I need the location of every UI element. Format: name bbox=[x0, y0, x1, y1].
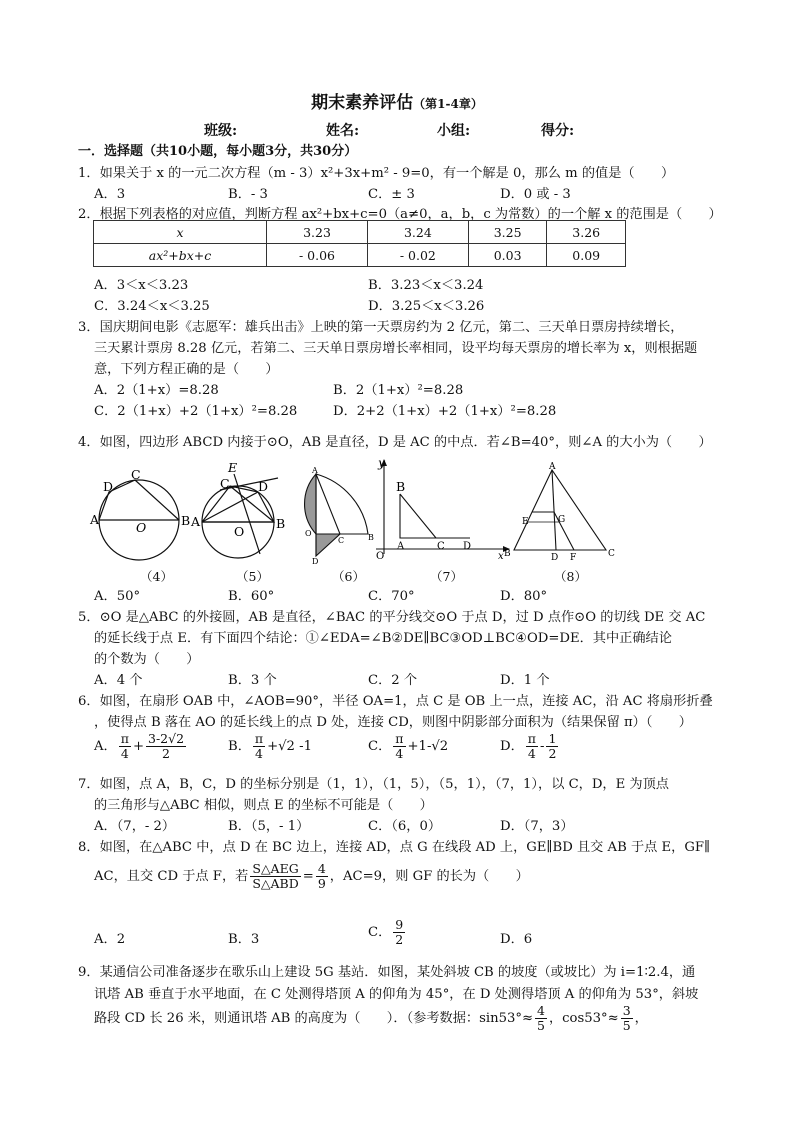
q3-line-2: 三天累计票房 8.28 亿元，若第二、三天单日票房增长率相同，设平均每天票房的增长率为 x，则根据题 bbox=[94, 341, 698, 356]
f5-label-b: B bbox=[276, 516, 286, 531]
f6-label-b: B bbox=[368, 533, 374, 542]
fraction bbox=[146, 732, 186, 761]
q3-option-c: C．2（1+x）+2（1+x）²=8.28 bbox=[94, 404, 298, 419]
q8-line-2-post: ，AC=9，则 GF 的长为（ ） bbox=[329, 868, 529, 884]
q7-option-b: B．（5，- 1） bbox=[228, 819, 310, 834]
q3-option-b: B．2（1+x）²=8.28 bbox=[333, 383, 464, 398]
q3-line-1: 3．国庆期间电影《志愿军：雄兵出击》上映的第一天票房约为 2 亿元，第二、三天单日票房持续增长， bbox=[78, 320, 684, 335]
table-row bbox=[94, 244, 626, 267]
table-cell: - 0.06 bbox=[267, 244, 368, 267]
q7-option-c: C．（6，0） bbox=[368, 819, 442, 834]
q6-option-a bbox=[94, 732, 188, 761]
q4-option-d: D．80° bbox=[500, 589, 548, 604]
f7-label-d: D bbox=[463, 541, 472, 552]
numerator: π bbox=[395, 731, 404, 746]
q5-option-c: C．2 个 bbox=[368, 673, 418, 688]
f6-label-d: D bbox=[312, 557, 319, 566]
table-cell: 3.25 bbox=[468, 221, 547, 244]
title-main: 期末素养评估 bbox=[311, 93, 414, 113]
f4-label-a: A bbox=[90, 512, 100, 527]
q5-line-2: 的延长线于点 E．有下面四个结论：①∠EDA=∠B②DE∥BC③OD⊥BC④OD=DE．其中正确结论 bbox=[94, 631, 672, 646]
q6-c-rest: +1-√2 bbox=[407, 738, 449, 754]
fraction bbox=[393, 918, 405, 947]
figure-5 bbox=[190, 462, 300, 566]
q2-option-d: D．3.25＜x＜3.26 bbox=[368, 299, 485, 314]
figure-4 bbox=[90, 467, 192, 566]
q4-stem: 4．如图，四边形 ABCD 内接于⊙O，AB 是直径，D 是 AC 的中点．若∠B=40°，则∠A 的大小为（ ） bbox=[78, 435, 712, 450]
q9-line-1: 9．某通信公司准备逐步在歌乐山上建设 5G 基站．如图，某处斜坡 CB 的坡度（或坡比）为 i=1∶2.4，通 bbox=[78, 965, 696, 980]
q8-option-b: B．3 bbox=[228, 932, 260, 947]
table-row bbox=[94, 221, 626, 244]
fraction bbox=[253, 732, 265, 761]
q1-option-c: C．± 3 bbox=[368, 187, 415, 202]
denominator: S△ABD bbox=[252, 875, 299, 891]
q8-c-label: C． bbox=[368, 924, 392, 940]
f4-label-o: O bbox=[136, 520, 147, 535]
q1-option-a: A．3 bbox=[94, 187, 126, 202]
denominator: 4 bbox=[120, 745, 129, 761]
table-cell: 0.09 bbox=[547, 244, 626, 267]
denominator: 4 bbox=[527, 745, 536, 761]
f8-label-g: G bbox=[558, 515, 566, 525]
table-cell: 3.24 bbox=[367, 221, 468, 244]
f7-label-c: C bbox=[437, 541, 445, 552]
fraction bbox=[621, 1004, 633, 1033]
q1-option-d: D．0 或 - 3 bbox=[500, 187, 571, 202]
f4-label-c: C bbox=[131, 467, 141, 482]
q9-line-3 bbox=[94, 1004, 648, 1033]
f8-label-b: B bbox=[504, 549, 511, 559]
caption-5: （5） bbox=[236, 569, 269, 584]
table-cell: 3.23 bbox=[267, 221, 368, 244]
q6-c-label: C． bbox=[368, 738, 392, 754]
fraction bbox=[526, 732, 538, 761]
q7-line-1: 7．如图，点 A，B，C，D 的坐标分别是（1，1），（1，5），（5，1），（7，1），以 C，D，E 为顶点 bbox=[78, 777, 669, 792]
denominator: 2 bbox=[548, 745, 557, 761]
q2-stem: 2．根据下列表格的对应值，判断方程 ax²+bx+c=0（a≠0，a，b，c 为常数）的一个解 x 的范围是（ ） bbox=[78, 207, 722, 222]
f7-label-o: O bbox=[376, 551, 385, 562]
caption-8: （8） bbox=[554, 569, 587, 584]
numerator: S△AEG bbox=[250, 862, 300, 877]
denominator: 5 bbox=[537, 1017, 545, 1033]
numerator: 3-2√2 bbox=[148, 731, 185, 746]
f5-label-a: A bbox=[191, 514, 201, 529]
q4-option-a: A．50° bbox=[94, 589, 141, 604]
f7-label-x: x bbox=[498, 551, 504, 562]
q6-d-minus: - bbox=[539, 738, 545, 754]
q5-line-1: 5．⊙O 是△ABC 的外接圆，AB 是直径，∠BAC 的平分线交⊙O 于点 D，过 D 点作⊙O 的切线 DE 交 AC bbox=[78, 610, 706, 625]
q8-line-2 bbox=[94, 862, 529, 891]
numerator: 4 bbox=[317, 861, 326, 876]
q4-option-c: C．70° bbox=[368, 589, 415, 604]
f7-label-y: y bbox=[378, 455, 386, 470]
denominator: 5 bbox=[622, 1017, 631, 1033]
numerator: 1 bbox=[548, 731, 557, 746]
f4-label-b: B bbox=[181, 513, 191, 528]
f5-label-c: C bbox=[220, 476, 230, 491]
group-label: 小组: bbox=[437, 123, 471, 139]
q8-option-c bbox=[368, 918, 407, 947]
numerator: π bbox=[527, 731, 536, 746]
q8-option-a: A．2 bbox=[94, 932, 126, 947]
section-heading: 一．选择题（共10小题，每小题3分，共30分） bbox=[78, 144, 358, 159]
f8-label-a: A bbox=[549, 462, 556, 472]
q9-line-3-pre: 路段 CD 长 26 米，则通讯塔 AB 的高度为（ ）．（参考数据：sin53°≈ bbox=[94, 1010, 534, 1026]
q2-option-b: B．3.23＜x＜3.24 bbox=[368, 278, 484, 293]
f8-label-f: F bbox=[570, 553, 577, 563]
page-title bbox=[0, 88, 794, 113]
name-label: 姓名: bbox=[326, 123, 360, 139]
value-table bbox=[93, 220, 626, 267]
q3-option-d: D．2+2（1+x）+2（1+x）²=8.28 bbox=[333, 404, 557, 419]
q1-option-b: B．- 3 bbox=[228, 187, 268, 202]
q7-option-d: D．（7，3） bbox=[500, 819, 574, 834]
fraction bbox=[119, 732, 131, 761]
q6-a-label: A． bbox=[94, 738, 117, 754]
f8-label-c: C bbox=[608, 549, 615, 559]
title-sub: （第1-4章） bbox=[413, 97, 483, 111]
denominator: 9 bbox=[317, 875, 326, 891]
q1-stem: 1．如果关于 x 的一元二次方程（m - 3）x²+3x+m² - 9=0，有一个解是 0，那么 m 的值是（ ） bbox=[78, 166, 675, 181]
q3-option-a: A．2（1+x）=8.28 bbox=[94, 383, 219, 398]
table-cell: 3.26 bbox=[547, 221, 626, 244]
q2-option-a: A．3＜x＜3.23 bbox=[94, 278, 189, 293]
denominator: 2 bbox=[162, 745, 170, 761]
caption-6: （6） bbox=[332, 569, 365, 584]
area-ratio-fraction bbox=[250, 862, 300, 891]
q9-mid: ，cos53°≈ bbox=[548, 1010, 619, 1026]
numerator: π bbox=[254, 731, 264, 746]
table-cell: x bbox=[94, 221, 267, 244]
fraction bbox=[546, 732, 558, 761]
q9-line-2: 讯塔 AB 垂直于水平地面，在 C 处测得塔顶 A 的仰角为 45°，在 D 处测得塔顶 A 的仰角为 53°，斜坡 bbox=[94, 987, 699, 1002]
table-cell: ax²+bx+c bbox=[94, 244, 267, 267]
q6-b-label: B． bbox=[228, 738, 251, 754]
f6-label-o: O bbox=[305, 529, 312, 538]
fraction bbox=[535, 1004, 547, 1033]
figure-8 bbox=[502, 464, 620, 562]
q6-option-d bbox=[500, 732, 560, 761]
numerator: π bbox=[120, 731, 129, 746]
class-label: 班级: bbox=[204, 123, 238, 139]
f6-label-c: C bbox=[338, 536, 345, 545]
table-cell: - 0.02 bbox=[367, 244, 468, 267]
q8-line-1: 8．如图，在△ABC 中，点 D 在 BC 边上，连接 AD，点 G 在线段 AD 上，GE∥BD 且交 AB 于点 E，GF∥ bbox=[78, 840, 711, 855]
q4-option-b: B．60° bbox=[228, 589, 275, 604]
f8-label-e: E bbox=[522, 517, 529, 527]
q6-b-rest: +√2 -1 bbox=[267, 738, 312, 754]
q3-line-3: 意，下列方程正确的是（ ） bbox=[94, 362, 279, 377]
q6-line-2: ，使得点 B 落在 AO 的延长线上的点 D 处，连接 CD，则图中阴影部分面积为（结果保留 π）（ ） bbox=[94, 715, 692, 730]
denominator: 2 bbox=[395, 931, 404, 947]
f6-label-a: A bbox=[312, 466, 318, 475]
f4-label-d: D bbox=[103, 479, 114, 494]
fraction bbox=[316, 862, 328, 891]
denominator: 4 bbox=[395, 745, 404, 761]
q6-a-plus: + bbox=[132, 738, 144, 754]
score-label: 得分: bbox=[541, 123, 575, 139]
q5-option-a: A．4 个 bbox=[94, 673, 143, 688]
q8-option-d: D．6 bbox=[500, 932, 533, 947]
numerator: 3 bbox=[622, 1003, 631, 1018]
q9-end: ， bbox=[634, 1010, 648, 1026]
table-cell: 0.03 bbox=[468, 244, 547, 267]
q6-d-label: D． bbox=[500, 738, 524, 754]
f7-label-a: A bbox=[397, 541, 405, 552]
fraction bbox=[393, 732, 405, 761]
f5-label-e: E bbox=[228, 460, 238, 475]
q2-option-c: C．3.24＜x＜3.25 bbox=[94, 299, 210, 314]
f8-label-d: D bbox=[551, 553, 559, 563]
q6-option-c bbox=[368, 732, 448, 761]
numerator: 4 bbox=[537, 1003, 545, 1018]
numerator: 9 bbox=[395, 917, 404, 932]
q6-option-b bbox=[228, 732, 312, 761]
q7-line-2: 的三角形与△ABC 相似，则点 E 的坐标不可能是（ ） bbox=[94, 798, 433, 813]
q8-equals: = bbox=[302, 868, 314, 884]
f7-label-b: B bbox=[396, 479, 406, 494]
caption-4: （4） bbox=[140, 569, 173, 584]
q7-option-a: A．（7，- 2） bbox=[94, 819, 176, 834]
q5-line-3: 的个数为（ ） bbox=[94, 652, 200, 667]
figure-6 bbox=[296, 468, 376, 568]
q5-option-d: D．1 个 bbox=[500, 673, 550, 688]
q5-option-b: B．3 个 bbox=[228, 673, 277, 688]
figure-7 bbox=[370, 455, 515, 562]
f5-label-o: O bbox=[234, 524, 245, 539]
caption-7: （7） bbox=[430, 569, 463, 584]
q6-line-1: 6．如图，在扇形 OAB 中，∠AOB=90°，半径 OA=1，点 C 是 OB 上一点，连接 AC，沿 AC 将扇形折叠 bbox=[78, 694, 713, 709]
denominator: 4 bbox=[255, 745, 263, 761]
f5-label-d: D bbox=[258, 479, 269, 494]
q8-line-2-pre: AC，且交 CD 于点 F，若 bbox=[94, 868, 249, 884]
